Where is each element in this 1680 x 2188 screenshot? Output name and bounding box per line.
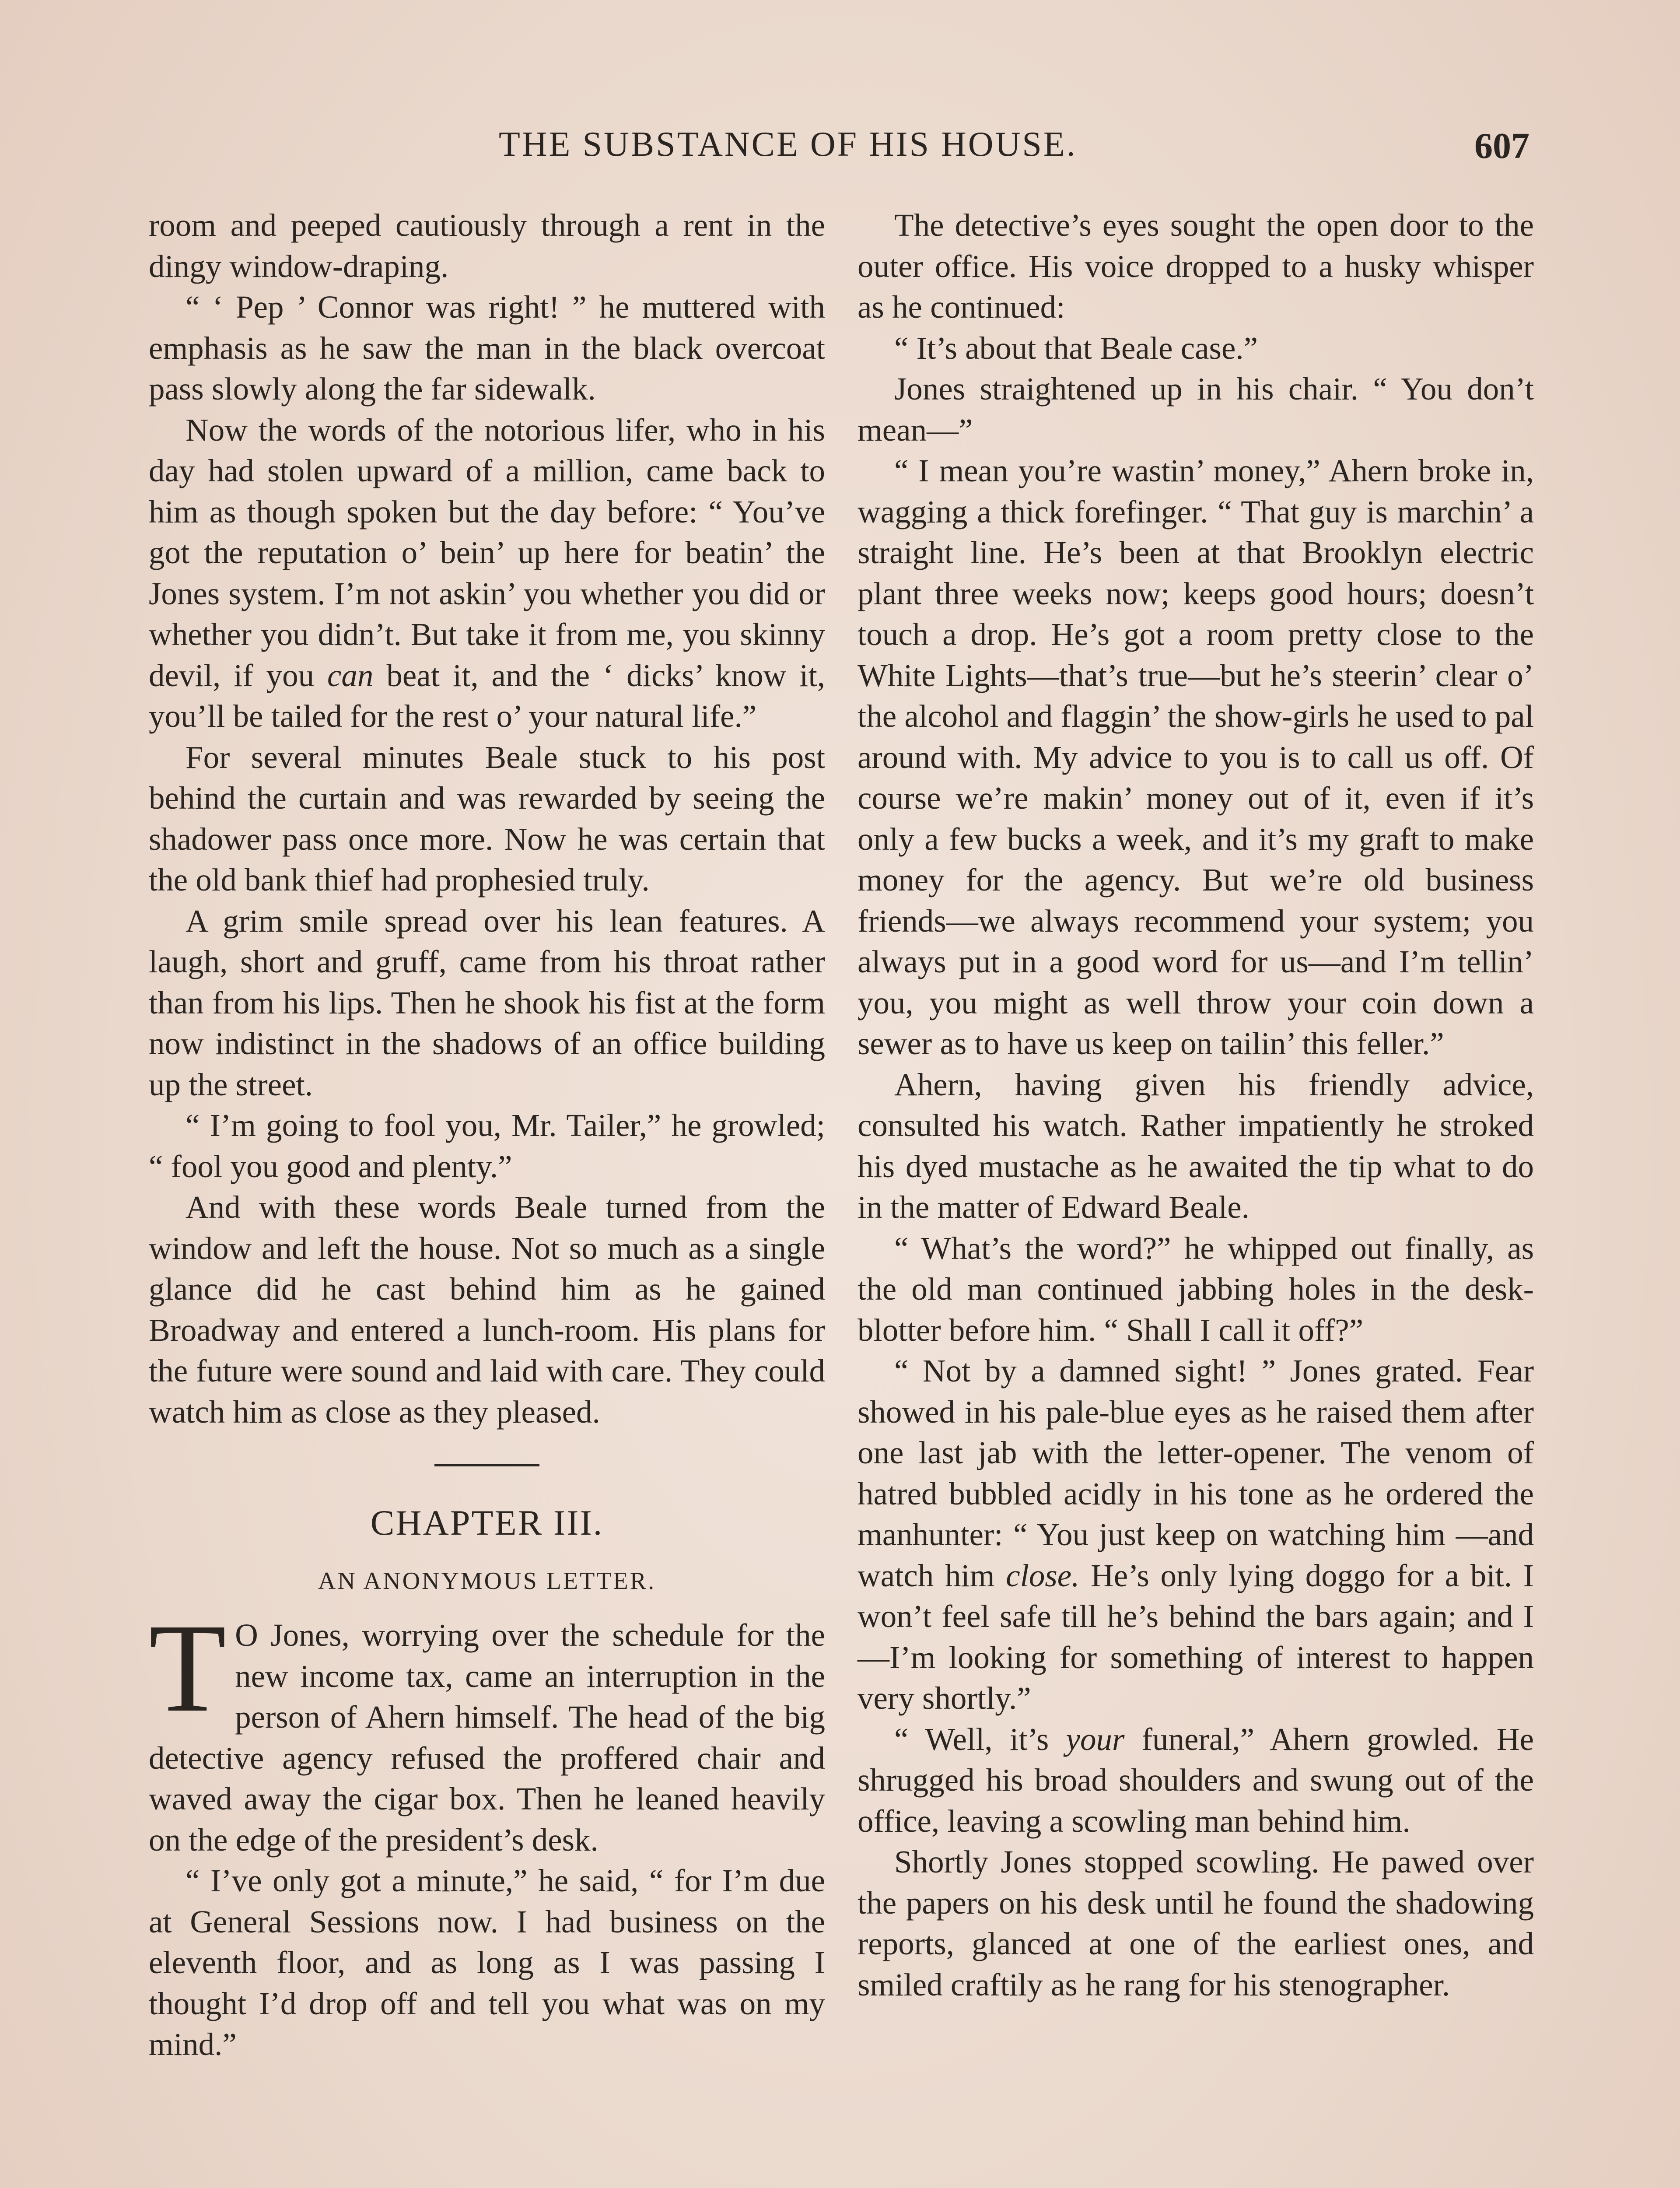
chapter-opening-paragraph (149, 1598, 825, 1860)
page-number: 607 (1474, 126, 1530, 166)
paragraph: Jones straightened up in his chair. “ You don’t mean—” (858, 371, 1534, 448)
chapter-subtitle: AN ANONYMOUS LETTER. (318, 1567, 656, 1595)
running-title: THE SUBSTANCE OF HIS HOUSE. (499, 125, 1077, 164)
italic-text: your (1066, 1721, 1125, 1757)
chapter-title: CHAPTER III. (370, 1503, 604, 1543)
paragraph: For several minutes Beale stuck to his post behind the curtain and was rewarded by seeing the shadower pass once more. Now he was certain that the old bank thief had prophesied truly. (149, 739, 825, 898)
paragraph: Shortly Jones stopped scowling. He pawed over the papers on his desk until he found the shadowing reports, glanced at one of the earliest ones, and smiled craftily as he rang for his stenographer. (858, 1844, 1534, 2002)
paragraph-text: “ Well, it’s (894, 1721, 1049, 1757)
left-column (149, 205, 825, 2065)
paragraph: “ I mean you’re wastin’ money,” Ahern broke in, wagging a thick forefinger. “ That guy is marchin’ a straight line. He’s been at that Brooklyn electric plant three weeks now; keeps good hours; doesn’t touch a drop. He’s got a room pretty close to the White Lights—that’s true—but he’s steerin’ clear o’ the alcohol and flaggin’ the show-girls he used to pal around with. My advice to you is to call us off. Of course we’re makin’ money out of it, even if it’s only a few bucks a week, and it’s my graft to make money for the agency. But we’re old business friends—we always recommend your system; you always put in a good word for us—and I’m tellin’ you, you might as well throw your coin down a sewer as to have us keep on tailin’ this feller.” (858, 453, 1534, 1061)
paragraph-text: Now the words of the notorious lifer, who in his day had stolen upward of a million, came back to him as though spoken but the day before: “ You’ve got the reputation o’ bein’ up here for beatin’ the Jones system. I’m not askin’ you whether you did or whether you didn’t. But take it from me, you skinny devil, if you (149, 412, 825, 693)
paragraph (858, 1350, 1534, 1719)
paragraph-text: funeral,” Ahern growled. He shrugged his broad shoulders and swung out of the office, leaving a scowling man behind him. (858, 1721, 1534, 1839)
paragraph-text: O Jones, worrying over the schedule for the new income tax, came an interruption in the person of Ahern himself. The head of the big detective agency refused the proffered chair and waved away the cigar box. Then he leaned heavily on the edge of the president’s desk. (149, 1617, 825, 1858)
paragraph: “ What’s the word?” he whipped out finally, as the old man continued jabbing holes in the desk-blotter before him. “ Shall I call it off?” (858, 1230, 1534, 1348)
right-column (858, 205, 1534, 2005)
section-divider (434, 1464, 539, 1466)
paragraph: “ It’s about that Beale case.” (894, 330, 1258, 366)
paragraph: The detective’s eyes sought the open door to the outer office. His voice dropped to a husky whisper as he continued: (858, 207, 1534, 325)
paragraph-text: He’s only lying doggo for a bit. I won’t feel safe till he’s behind the bars again; and I—I’m looking for something of interest to happen very shortly.” (858, 1557, 1534, 1716)
paragraph: A grim smile spread over his lean features. A laugh, short and gruff, came from his throat rather than from his lips. Then he shook his fist at the form now indistinct in the shadows of an office building up the street. (149, 903, 825, 1102)
paragraph: room and peeped cautiously through a rent in the dingy window-draping. (149, 207, 825, 284)
paragraph: “ I’m going to fool you, Mr. Tailer,” he growled; “ fool you good and plenty.” (149, 1108, 825, 1184)
paragraph: Ahern, having given his friendly advice, consulted his watch. Rather impatiently he stroked his dyed mustache as he awaited the tip what to do in the matter of Edward Beale. (858, 1066, 1534, 1225)
paragraph: And with these words Beale turned from the window and left the house. Not so much as a single glance did he cast behind him as he gained Broadway and entered a lunch-room. His plans for the future were sound and laid with care. They could watch him as close as they pleased. (149, 1189, 825, 1430)
italic-text: can (327, 657, 374, 693)
paragraph (149, 410, 825, 737)
paragraph-text: beat it, and the ‘ dicks’ know it, you’ll be tailed for the rest o’ your natural life.” (149, 657, 825, 734)
paragraph: “ ‘ Pep ’ Connor was right! ” he muttered with emphasis as he saw the man in the black overcoat pass slowly along the far sidewalk. (149, 289, 825, 407)
paragraph: “ I’ve only got a minute,” he said, “ for I’m due at General Sessions now. I had business on the eleventh floor, and as long as I was passing I thought I’d drop off and tell you what was on my mind.” (149, 1863, 825, 2062)
paragraph (858, 1719, 1534, 1842)
paragraph-text: “ Not by a damned sight! ” Jones grated. Fear showed in his pale-blue eyes as he raised them after one last jab with the letter-opener. The venom of hatred bubbled acidly in his tone as he ordered the manhunter: “ You just keep on watching him —and watch him (858, 1353, 1534, 1593)
italic-text: close. (1006, 1557, 1080, 1593)
drop-cap: T (149, 1598, 227, 1738)
